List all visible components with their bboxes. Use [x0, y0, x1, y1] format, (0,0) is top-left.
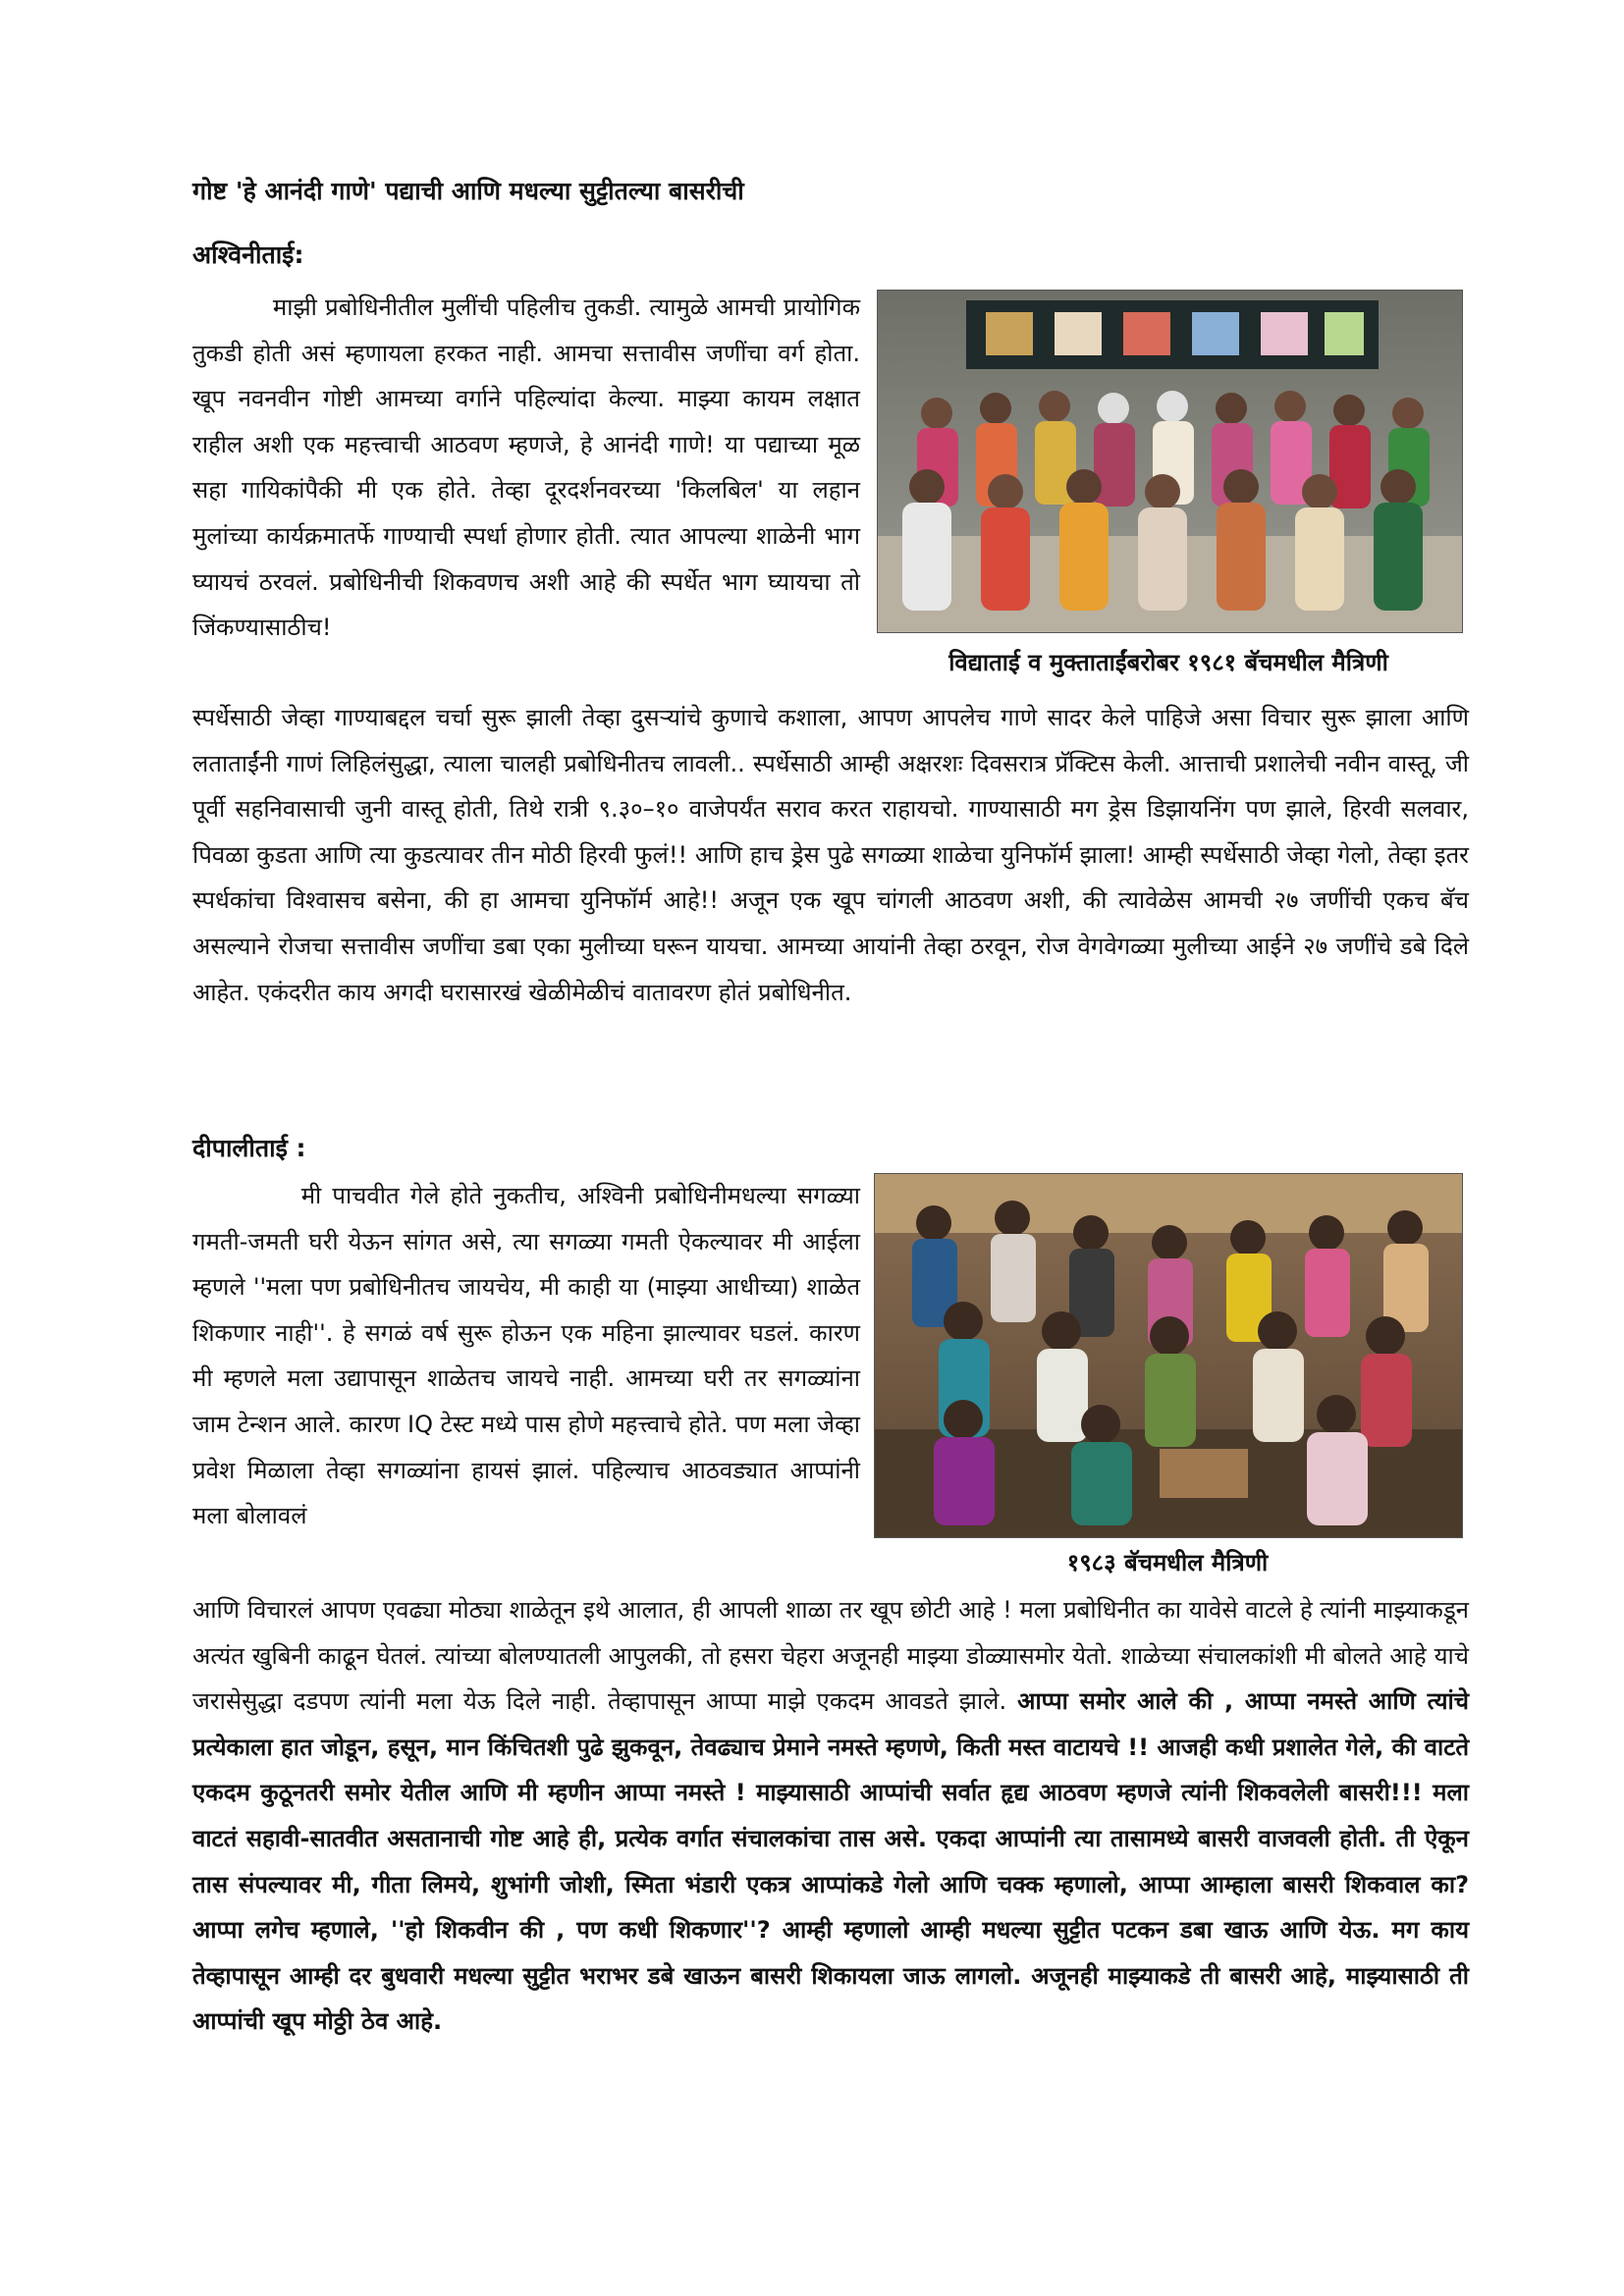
section2-full-text: आणि विचारलं आपण एवढ्या मोठ्या शाळेतून इथे आलात, ही आपली शाळा तर खूप छोटी आहे ! मला प्रबोधिनीत का यावेसे वाटले हे त्यांनी माझ्याकडून अत्यंत खुबिनी काढून घेतलं. त्यांच्या बोलण्यातली आपुलकी, तो हसरा चेहरा अजूनही माझ्या डोळ्यासमोर येतो. शाळेच्या संचालकांशी मी बोलते आहे याचे जरासेसुद्धा दडपण त्यांनी मला येऊ दिले नाही. तेव्हापासून आप्पा माझे एकदम आवडते झाले. — [192, 1596, 1469, 1716]
section2-full-paragraph — [192, 1587, 1469, 2045]
photo-caption-1983: १९८३ बॅचमधील मैत्रिणी — [1066, 1549, 1269, 1576]
section2-side-text: मी पाचवीत गेले होते नुकतीच, अश्विनी प्रबोधिनीमधल्या सगळ्या गमती-जमती घरी येऊन सांगत असे, त्या सगळ्या गमती ऐकल्यावर मी आईला म्हणले ''मला पण प्रबोधिनीतच जायचेय, मी काही या (माझ्या आधीच्या) शाळेत शिकणार नाही''. हे सगळं वर्ष सुरू होऊन एक महिना झाल्यावर घडलं. कारण मी म्हणले मला उद्यापासून शाळेतच जायचे नाही. आमच्या घरी तर सगळ्यांना जाम टेन्शन आले. कारण IQ टेस्ट मध्ये पास होणे महत्त्वाचे होते. पण मला जेव्हा प्रवेश मिळाला तेव्हा सगळ्यांना हायसं झालं. पहिल्याच आठवड्यात आप्पांनी मला बोलावलं — [192, 1182, 860, 1530]
article-title: गोष्ट 'हे आनंदी गाणे' पद्याची आणि मधल्या सुट्टीतल्या बासरीची — [192, 177, 744, 205]
photo-caption-1981: विद्याताई व मुक्ताताईंबरोबर १९८१ बॅचमधील मैत्रिणी — [948, 649, 1388, 676]
speaker-ashwinitai: अश्विनीताई: — [192, 240, 304, 269]
section1-full-text: स्पर्धेसाठी जेव्हा गाण्याबद्दल चर्चा सुरू झाली तेव्हा दुसऱ्यांचे कुणाचे कशाला, आपण आपलेच गाणे सादर केले पाहिजे असा विचार सुरू झाला आणि लताताईंनी गाणं लिहिलंसुद्धा, त्याला चालही प्रबोधिनीतच लावली.. स्पर्धेसाठी आम्ही अक्षरशः दिवसरात्र प्रॅक्टिस केली. आत्ताची प्रशालेची नवीन वास्तू, जी पूर्वी सहनिवासाची जुनी वास्तू होती, तिथे रात्री ९.३०–१० वाजेपर्यंत सराव करत राहायचो. गाण्यासाठी मग ड्रेस डिझायनिंग पण झाले, हिरवी सलवार, पिवळा कुडता आणि त्या कुडत्यावर तीन मोठी हिरवी फुलं!! आणि हाच ड्रेस पुढे सगळ्या शाळेचा युनिफॉर्म झाला! आम्ही स्पर्धेसाठी जेव्हा गेलो, तेव्हा इतर स्पर्धकांचा विश्वासच बसेना, की हा आमचा युनिफॉर्म आहे!! अजून एक खूप चांगली आठवण अशी, की त्यावेळेस आमची २७ जणींची एकच बॅच असल्याने रोजचा सत्तावीस जणींचा डबा एका मुलीच्या घरून यायचा. आमच्या आयांनी तेव्हा ठरवून, रोज वेगवेगळ्या मुलीच्या आईने २७ जणींचे डबे दिले आहेत. एकंदरीत काय अगदी घरासारखं खेळीमेळीचं वातावरण होतं प्रबोधिनीत. — [192, 704, 1469, 1006]
group-photo-1981-batch — [877, 290, 1463, 633]
group-photo-1983-batch — [874, 1173, 1463, 1538]
speaker-deepalitai: दीपालीताई : — [192, 1134, 306, 1162]
section1-side-text: माझी प्रबोधिनीतील मुलींची पहिलीच तुकडी. त्यामुळे आमची प्रायोगिक तुकडी होती असं म्हणायला हरकत नाही. आमचा सत्तावीस जणींचा वर्ग होता. खूप नवनवीन गोष्टी आमच्या वर्गाने पहिल्यांदा केल्या. माझ्या कायम लक्षात राहील अशी एक महत्त्वाची आठवण म्हणजे, हे आनंदी गाणे! या पद्याच्या मूळ सहा गायिकांपैकी मी एक होते. तेव्हा दूरदर्शनवरच्या 'किलबिल' या लहान मुलांच्या कार्यक्रमातर्फे गाण्याची स्पर्धा होणार होती. त्यात आपल्या शाळेनी भाग घ्यायचं ठरवलं. प्रबोधिनीची शिकवणच अशी आहे की स्पर्धेत भाग घ्यायचा तो जिंकण्यासाठीच! — [192, 294, 860, 642]
section2-bold-text: आप्पा समोर आले की , आप्पा नमस्ते आणि त्यांचे प्रत्येकाला हात जोडून, हसून, मान किंचितशी पुढे झुकवून, तेवढ्याच प्रेमाने नमस्ते म्हणणे, किती मस्त वाटायचे !! आजही कधी प्रशालेत गेले, की वाटते एकदम कुठूनतरी समोर येतील आणि मी म्हणीन आप्पा नमस्ते ! माझ्यासाठी आप्पांची सर्वात हृद्य आठवण म्हणजे त्यांनी शिकवलेली बासरी!!! मला वाटतं सहावी-सातवीत असतानाची गोष्ट आहे ही, प्रत्येक वर्गात संचालकांचा तास असे. एकदा आप्पांनी त्या तासामध्ये बासरी वाजवली होती. ती ऐकून तास संपल्यावर मी, गीता लिमये, शुभांगी जोशी, स्मिता भंडारी एकत्र आप्पांकडे गेलो आणि चक्क म्हणालो, आप्पा आम्हाला बासरी शिकवाल का? आप्पा लगेच म्हणाले, ''हो शिकवीन की , पण कधी शिकणार''? आम्ही म्हणालो आम्ही मधल्या सुट्टीत पटकन डबा खाऊ आणि येऊ. मग काय तेव्हापासून आम्ही दर बुधवारी मधल्या सुट्टीत भराभर डबे खाऊन बासरी शिकायला जाऊ लागलो. अजूनही माझ्याकडे ती बासरी आहे, माझ्यासाठी ती आप्पांची खूप मोठ्ठी ठेव आहे. — [192, 1687, 1469, 2036]
